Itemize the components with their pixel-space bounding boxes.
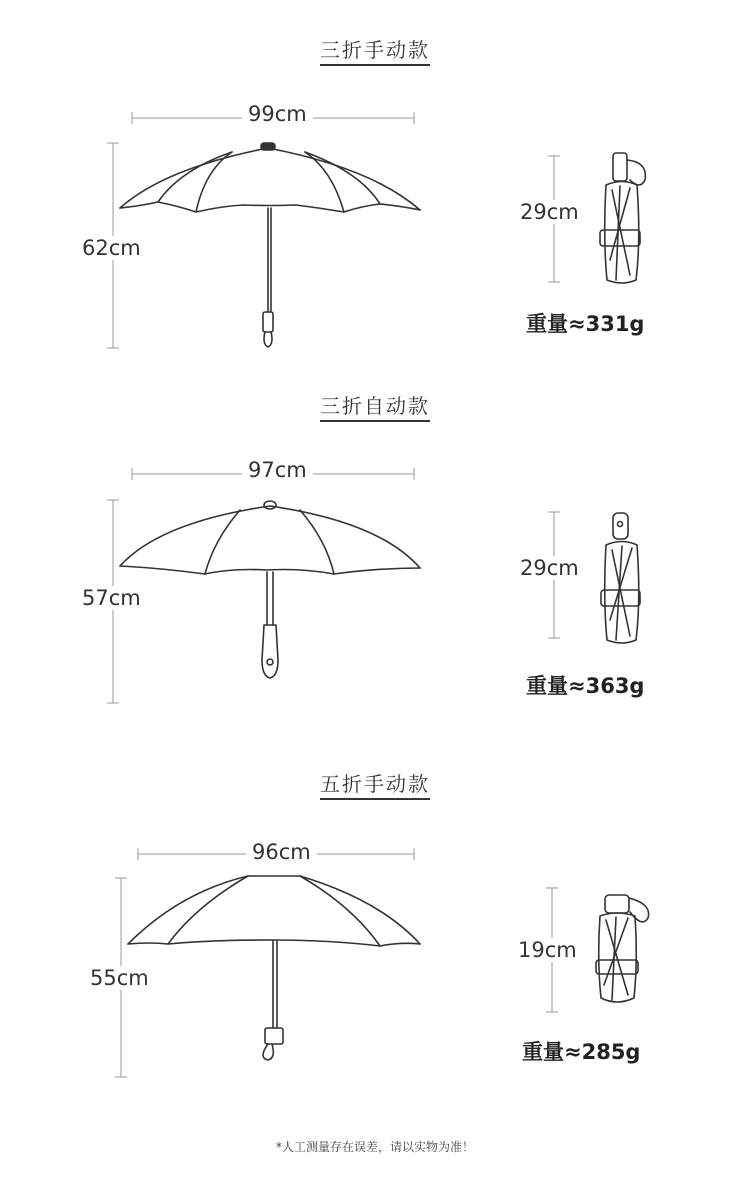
closed-umbrella-1 — [600, 153, 645, 283]
open-umbrella-2 — [120, 501, 420, 678]
folded-length-label-2: 29cm — [514, 556, 585, 580]
closed-umbrella-3 — [596, 895, 649, 1002]
weight-label-1: 重量≈331g — [526, 312, 645, 336]
width-label-3: 96cm — [246, 840, 317, 864]
height-label-1: 62cm — [78, 236, 145, 260]
open-umbrella-1 — [120, 143, 420, 347]
width-label-2: 97cm — [242, 458, 313, 482]
width-label-1: 99cm — [242, 102, 313, 126]
section-title-3: 五折手动款 — [0, 768, 750, 797]
weight-label-2: 重量≈363g — [526, 674, 645, 698]
height-label-3: 55cm — [86, 966, 153, 990]
height-label-2: 57cm — [78, 586, 145, 610]
folded-length-label-3: 19cm — [512, 938, 583, 962]
closed-umbrella-2 — [601, 513, 640, 643]
open-umbrella-3 — [128, 876, 420, 1060]
section-title-1: 三折手动款 — [0, 34, 750, 63]
folded-length-label-1: 29cm — [514, 200, 585, 224]
weight-label-3: 重量≈285g — [522, 1040, 641, 1064]
section-title-2: 三折自动款 — [0, 390, 750, 419]
footnote: *人工测量存在误差，请以实物为准！ — [275, 1140, 474, 1154]
